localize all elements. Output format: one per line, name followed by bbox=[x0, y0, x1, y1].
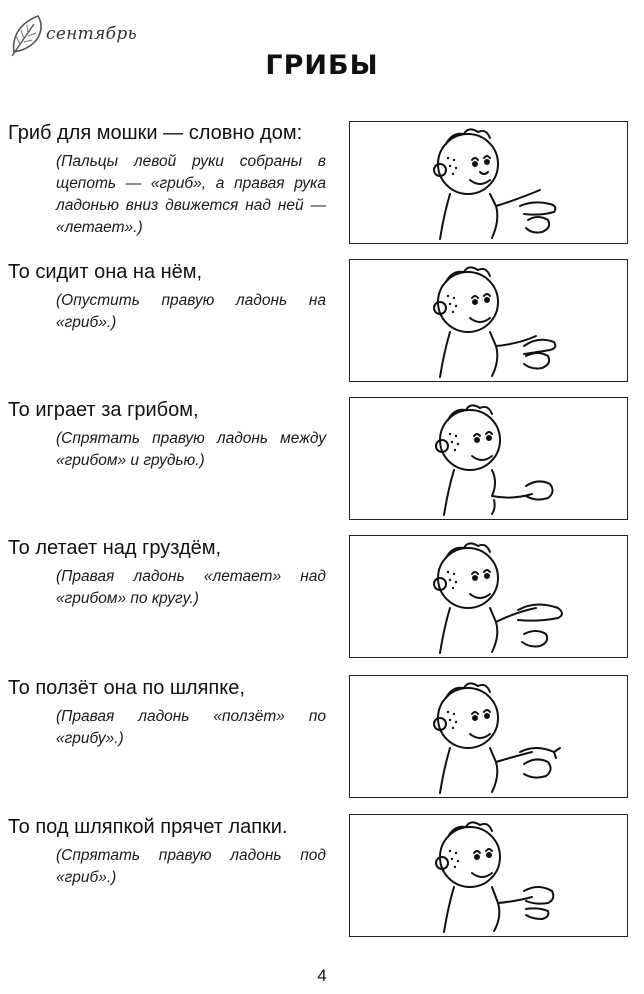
child-gesture-illustration bbox=[420, 538, 570, 655]
verse-line: То сидит она на нём, bbox=[8, 261, 203, 283]
illustration-frame-4 bbox=[349, 535, 628, 658]
illustration-frame-5 bbox=[349, 675, 628, 798]
child-gesture-illustration bbox=[420, 262, 570, 379]
verse-line: То летает над груздём, bbox=[8, 537, 222, 559]
verse-instruction: (Правая ладонь «летает» над «грибом» по кругу.) bbox=[56, 568, 326, 607]
verse-instruction: (Опустить правую ладонь на «гриб».) bbox=[56, 292, 326, 331]
verse-3 bbox=[8, 398, 343, 472]
illustration-frame-1 bbox=[349, 121, 628, 244]
verse-4 bbox=[8, 536, 343, 610]
verse-2 bbox=[8, 260, 343, 334]
illustration-frame-6 bbox=[349, 814, 628, 937]
child-gesture-illustration bbox=[420, 124, 570, 241]
month-label: сентябрь bbox=[46, 24, 138, 44]
verse-1 bbox=[8, 121, 343, 239]
verse-instruction: (Спрятать правую ладонь под «гриб».) bbox=[56, 847, 326, 886]
verse-line: Гриб для мошки — словно дом: bbox=[8, 122, 303, 144]
child-gesture-illustration bbox=[420, 400, 570, 517]
verse-line: То под шляпкой прячет лапки. bbox=[8, 816, 288, 838]
illustration-frame-3 bbox=[349, 397, 628, 520]
verse-line: То ползёт она по шляпке, bbox=[8, 677, 245, 699]
verse-instruction: (Спрятать правую ладонь между «грибом» и грудью.) bbox=[56, 430, 326, 469]
verse-6 bbox=[8, 815, 343, 889]
page-title: ГРИБЫ bbox=[265, 50, 379, 81]
verse-instruction: (Правая ладонь «ползёт» по «грибу».) bbox=[56, 708, 326, 747]
child-gesture-illustration bbox=[420, 817, 570, 934]
illustration-frame-2 bbox=[349, 259, 628, 382]
verse-instruction: (Пальцы левой руки собраны в щепоть — «гриб», а правая рука ладонью вниз движется над ней — «летает».) bbox=[56, 153, 326, 236]
verse-line: То играет за грибом, bbox=[8, 399, 199, 421]
child-gesture-illustration bbox=[420, 678, 570, 795]
verse-5 bbox=[8, 676, 343, 750]
page-number: 4 bbox=[317, 966, 327, 985]
